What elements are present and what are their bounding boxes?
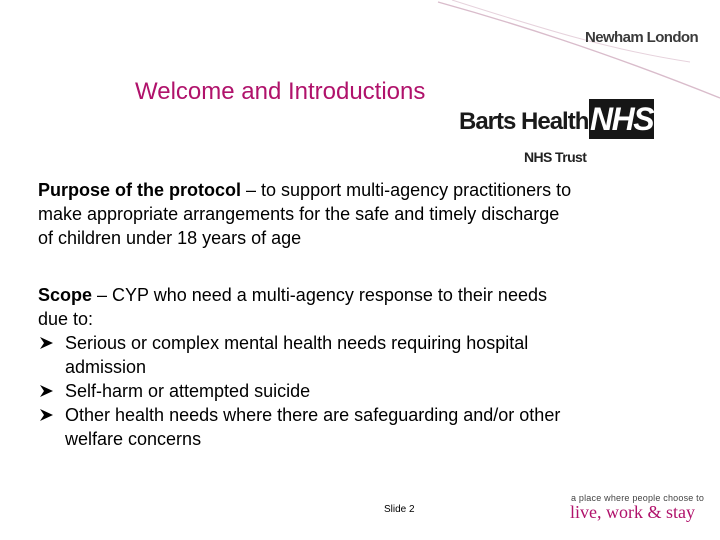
arrow-bullet-icon xyxy=(38,403,56,425)
scope-bullet xyxy=(38,331,578,379)
nhs-logo: NHS xyxy=(589,101,654,137)
slide-title: Welcome and Introductions xyxy=(135,78,426,105)
scope-paragraph xyxy=(38,283,578,451)
scope-bullet-text: Other health needs where there are safeguarding and/or other welfare concerns xyxy=(65,405,561,449)
nhs-trust-label: NHS Trust xyxy=(524,149,587,165)
scope-text: – CYP who need a multi-agency response to their needs due to: xyxy=(38,285,547,329)
purpose-text: – to support multi-agency practitioners to make appropriate arrangements for the safe and timely discharge of children under 18 years of age xyxy=(38,180,572,248)
purpose-label: Purpose of the protocol xyxy=(38,180,242,200)
purpose-paragraph xyxy=(38,178,578,250)
scope-bullet xyxy=(38,379,578,403)
scope-bullet-text: Serious or complex mental health needs requiring hospital admission xyxy=(65,333,529,377)
scope-intro xyxy=(38,283,578,331)
arrow-bullet-icon xyxy=(38,331,56,353)
scope-bullet-text: Self-harm or attempted suicide xyxy=(65,381,311,401)
barts-health-logo: Barts Health xyxy=(459,108,589,135)
arrow-bullet-icon xyxy=(38,379,56,401)
tagline: a place where people choose to xyxy=(571,493,705,503)
live-work-stay-logo: live, work & stay xyxy=(570,502,695,522)
scope-bullet xyxy=(38,403,578,451)
scope-label: Scope xyxy=(38,285,93,305)
scope-bullet-list xyxy=(38,331,578,451)
newham-london-logo: Newham London xyxy=(585,29,699,46)
slide-number: Slide 2 xyxy=(384,504,415,515)
